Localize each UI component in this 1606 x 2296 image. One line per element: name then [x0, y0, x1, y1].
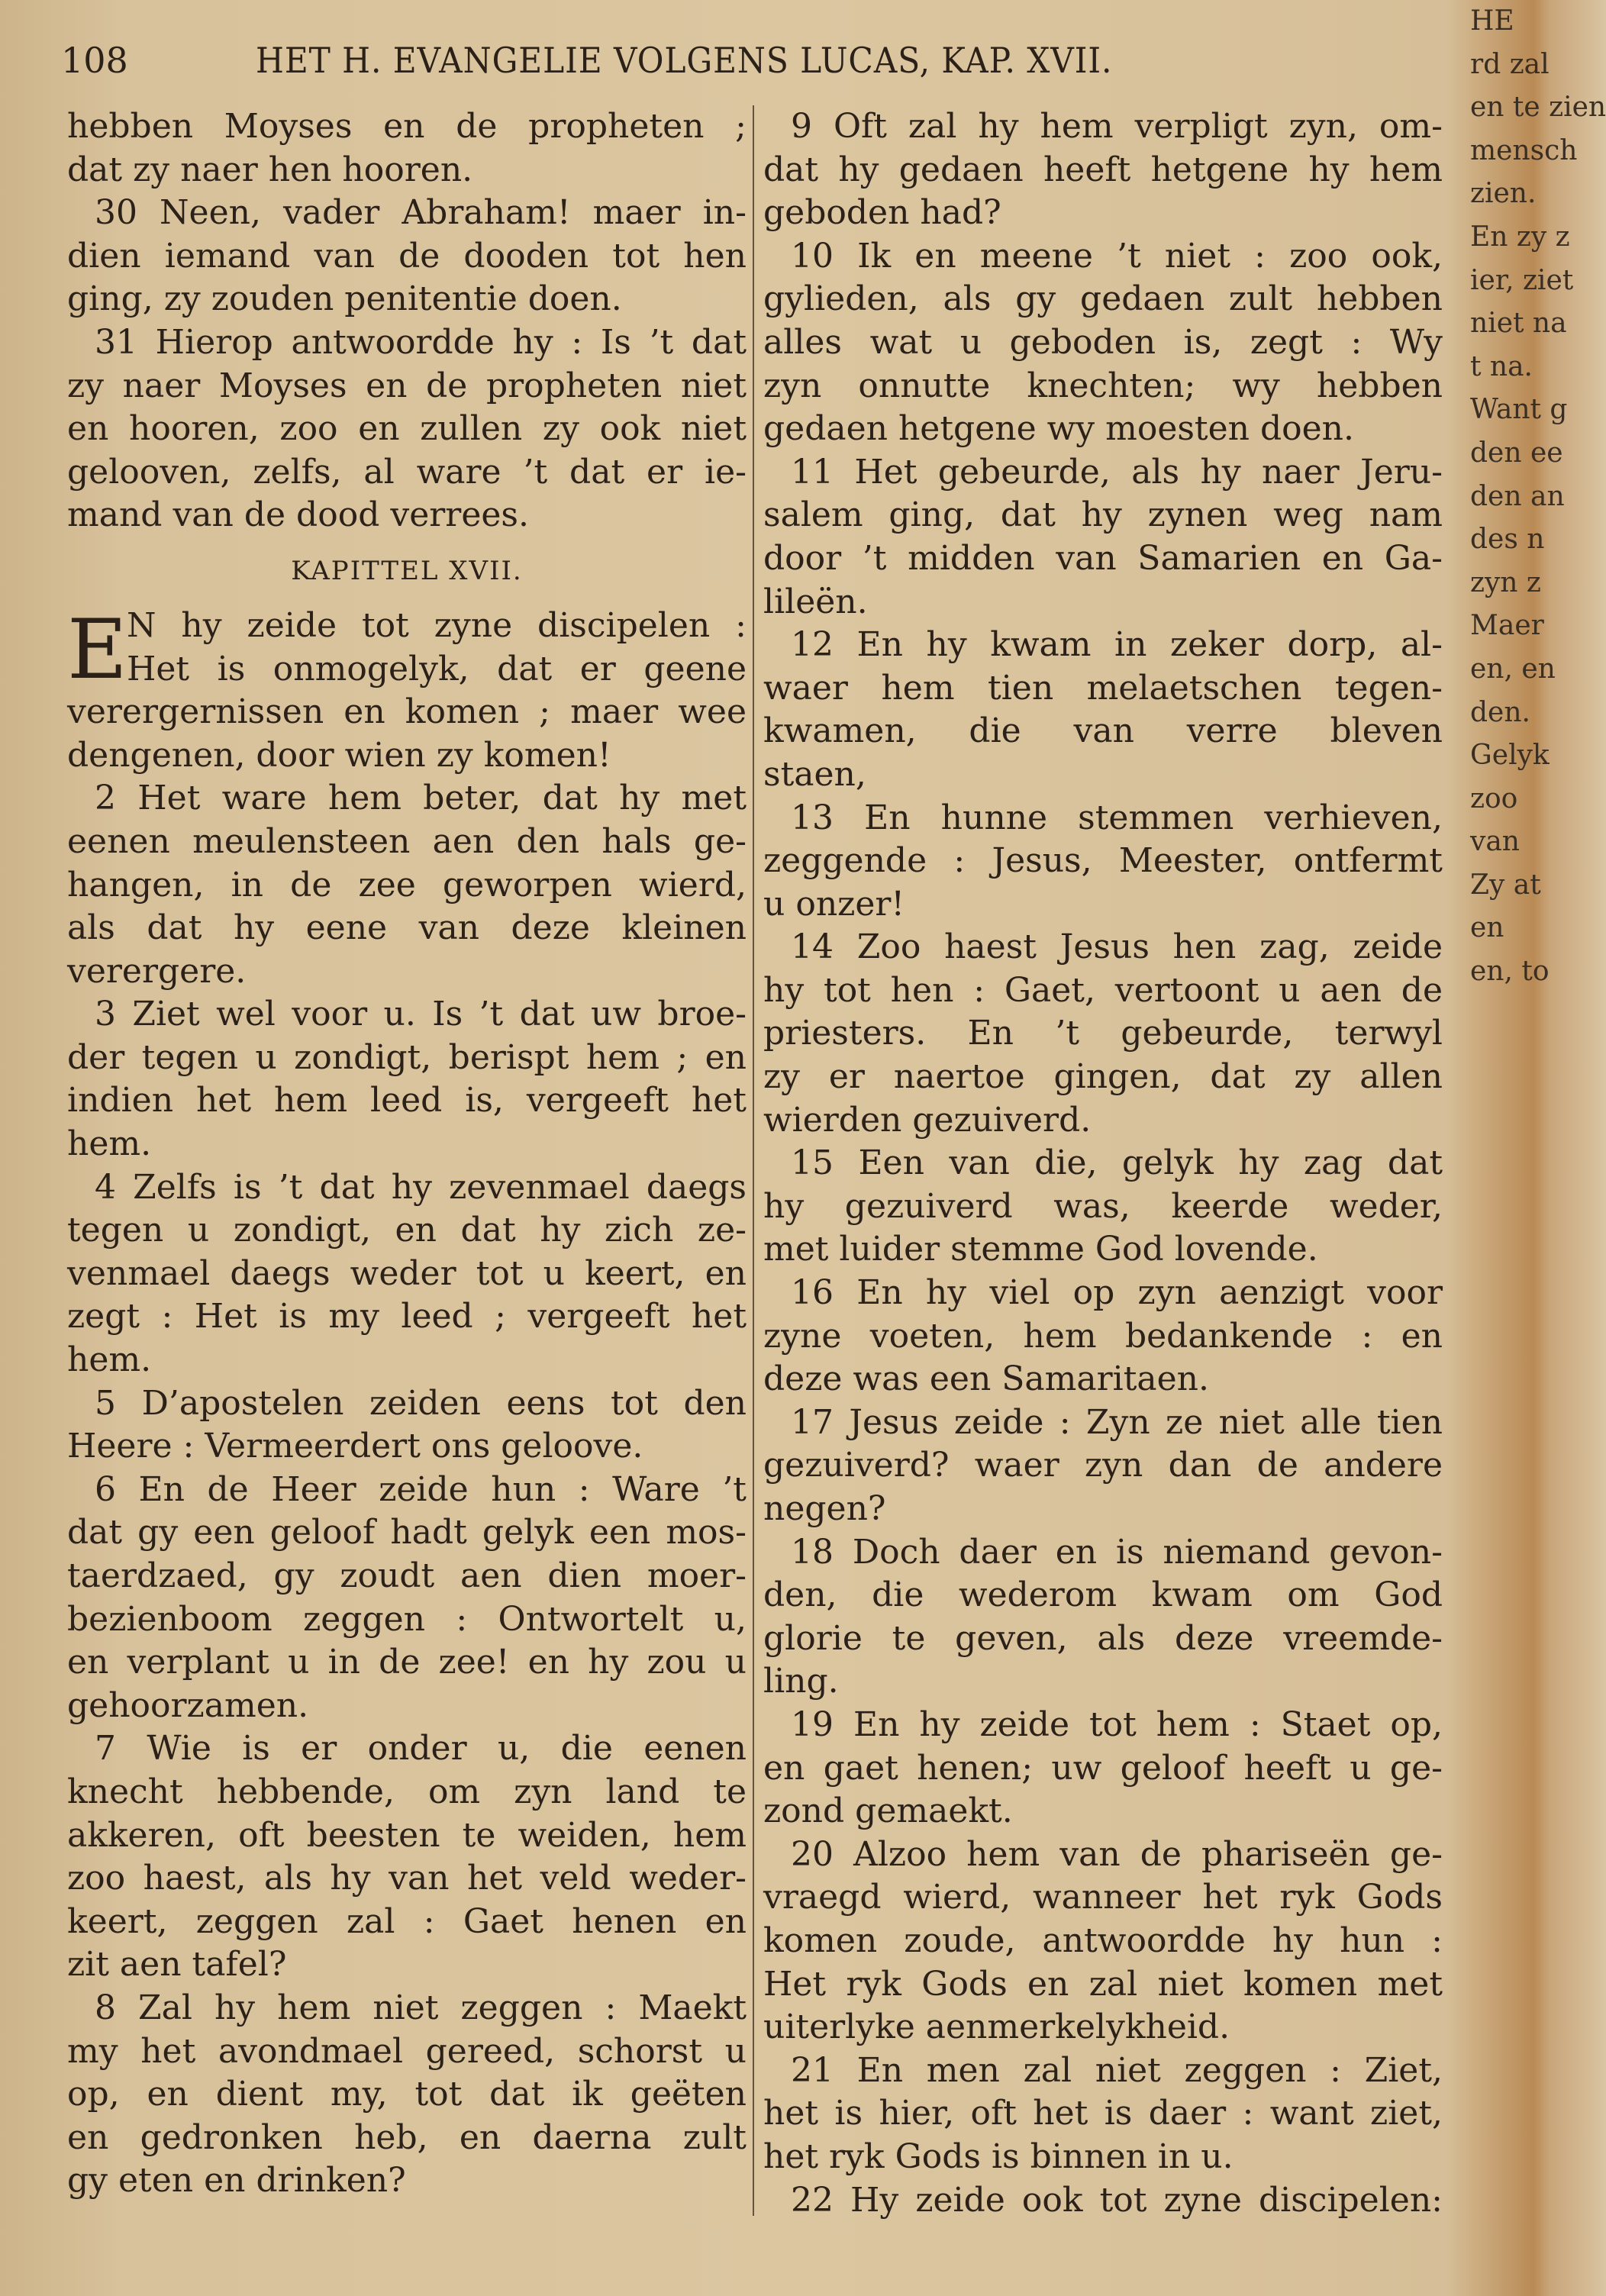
verse-paragraph — [67, 1727, 747, 1987]
next-page-fragment: zoo — [1470, 782, 1518, 814]
verse-paragraph — [67, 993, 747, 1166]
text-line: en gaet henen; uw geloof heeft u ge- — [763, 1748, 1443, 1788]
text-line: dat zy naer hen hooren. — [67, 150, 473, 189]
text-line: vraegd wierd, wanneer het ryk Gods — [763, 1878, 1443, 1917]
text-line: het ryk Gods is binnen in u. — [763, 2136, 1234, 2176]
text-line: 21 En men zal niet zeggen : Ziet, — [791, 2050, 1443, 2090]
text-line: hebben Moyses en de propheten ; — [67, 107, 747, 146]
verse-paragraph — [67, 601, 747, 777]
text-line: door ’t midden van Samarien en Ga- — [763, 538, 1443, 578]
text-line: 10 Ik en meene ’t niet : zoo ook, — [791, 236, 1443, 276]
verse-paragraph — [67, 192, 747, 321]
text-line: priesters. En ’t gebeurde, terwyl — [763, 1014, 1443, 1053]
text-line: 4 Zelfs is ’t dat hy zevenmael daegs — [95, 1167, 747, 1207]
text-line: 2 Het ware hem beter, dat hy met — [95, 779, 747, 818]
text-line: geboden had? — [763, 193, 1001, 233]
page-number: 108 — [61, 40, 128, 81]
text-line: ling. — [763, 1662, 839, 1701]
text-line: zit aen tafel? — [67, 1945, 287, 1985]
text-line: u onzer! — [763, 884, 905, 924]
text-line: 9 Oft zal hy hem verpligt zyn, om- — [791, 107, 1443, 146]
text-line: eenen meulensteen aen den hals ge- — [67, 821, 747, 861]
text-line: 7 Wie is er onder u, die eenen — [95, 1729, 747, 1769]
verse-paragraph — [763, 451, 1443, 624]
text-line: keert, zeggen zal : Gaet henen en — [67, 1901, 747, 1941]
verse-paragraph — [763, 1142, 1443, 1272]
text-line: akkeren, oft beesten te weiden, hem — [67, 1815, 747, 1855]
text-line: 31 Hierop antwoordde hy : Is ’t dat — [95, 322, 747, 362]
text-line: 3 Ziet wel voor u. Is ’t dat uw broe- — [95, 995, 747, 1034]
verse-paragraph — [763, 235, 1443, 451]
text-line: zyne voeten, hem bedankende : en — [763, 1316, 1443, 1356]
verse-paragraph — [763, 1272, 1443, 1401]
running-title: HET H. EVANGELIE VOLGENS LUCAS, KAP. XVII. — [256, 40, 1113, 81]
text-line: uiterlyke aenmerkelykheid. — [763, 2007, 1230, 2047]
text-line: zeggende : Jesus, Meester, ontfermt — [763, 841, 1443, 881]
next-page-fragment: En zy z — [1470, 221, 1570, 253]
verse-paragraph — [763, 1531, 1443, 1704]
verse-paragraph — [67, 1987, 747, 2203]
text-line: 16 En hy viel op zyn aenzigt voor — [791, 1273, 1443, 1313]
next-page-fragment: niet na — [1470, 308, 1567, 340]
column-divider — [753, 105, 754, 2216]
text-line: mand van de dood verrees. — [67, 495, 529, 535]
verse-paragraph — [67, 1382, 747, 1469]
text-line: wierden gezuiverd. — [763, 1100, 1092, 1140]
left-column — [67, 105, 747, 2203]
verse-paragraph — [67, 321, 747, 537]
text-line: dat gy een geloof hadt gelyk een mos- — [67, 1513, 747, 1553]
text-line: my het avondmael gereed, schorst u — [67, 2031, 747, 2071]
next-page-fragment: des n — [1470, 524, 1545, 556]
text-line: 18 Doch daer en is niemand gevon- — [791, 1532, 1443, 1572]
next-page-fragment: den an — [1470, 480, 1565, 512]
text-line: dien iemand van de dooden tot hen — [67, 236, 747, 276]
running-header — [61, 40, 1252, 93]
text-line: kwamen, die van verre bleven — [763, 711, 1443, 751]
next-page-fragment: Maer — [1470, 610, 1544, 642]
text-line: zyn onnutte knechten; wy hebben — [763, 366, 1443, 405]
text-line: Het is onmogelyk, dat er geene — [127, 649, 747, 688]
text-line: alles wat u geboden is, zegt : Wy — [763, 322, 1443, 362]
verse-paragraph — [763, 2179, 1443, 2223]
text-line: gedaen hetgene wy moesten doen. — [763, 409, 1354, 449]
text-line: met luider stemme God lovende. — [763, 1230, 1318, 1269]
text-line: gylieden, als gy gedaen zult hebben — [763, 279, 1443, 319]
next-page-fragment: van — [1470, 826, 1520, 858]
text-line: 11 Het gebeurde, als hy naer Jeru- — [791, 452, 1443, 492]
text-line: 6 En de Heer zeide hun : Ware ’t — [95, 1469, 747, 1509]
text-line: verergernissen en komen ; maer wee — [67, 692, 747, 732]
next-page-fragment: en, to — [1470, 956, 1550, 988]
text-line: Het ryk Gods en zal niet komen met — [763, 1964, 1443, 2004]
verse-paragraph — [763, 1704, 1443, 1833]
verse-paragraph — [763, 624, 1443, 796]
text-line: 14 Zoo haest Jesus hen zag, zeide — [791, 927, 1443, 967]
text-line: 12 En hy kwam in zeker dorp, al- — [791, 625, 1443, 665]
verse-paragraph — [67, 1166, 747, 1382]
text-line: zond gemaekt. — [763, 1791, 1013, 1831]
text-line: hangen, in de zee geworpen wierd, — [67, 865, 747, 905]
text-line: verergere. — [67, 951, 247, 991]
text-line: ging, zy zouden penitentie doen. — [67, 279, 622, 319]
next-page-fragment: zyn z — [1470, 566, 1541, 598]
next-page-edge — [1470, 0, 1606, 1084]
text-line: het is hier, oft het is daer : want ziet, — [763, 2094, 1443, 2133]
text-line: Heere : Vermeerdert ons geloove. — [67, 1427, 643, 1466]
text-line: 13 En hunne stemmen verhieven, — [791, 798, 1443, 837]
text-line: knecht hebbende, om zyn land te — [67, 1772, 747, 1811]
text-line: waer hem tien melaetschen tegen- — [763, 668, 1443, 708]
text-line: als dat hy eene van deze kleinen — [67, 908, 747, 948]
next-page-fragment: Gelyk — [1470, 740, 1550, 772]
text-line: komen zoude, antwoordde hy hun : — [763, 1920, 1443, 1960]
text-line: 20 Alzoo hem van de phariseën ge- — [791, 1834, 1443, 1874]
text-line: den, die wederom kwam om God — [763, 1575, 1443, 1615]
verse-paragraph — [763, 1401, 1443, 1531]
text-line: N hy zeide tot zyne discipelen : — [127, 605, 747, 645]
text-line: 15 Een van die, gelyk hy zag dat — [791, 1143, 1443, 1183]
verse-paragraph — [67, 777, 747, 993]
verse-paragraph — [763, 2049, 1443, 2179]
verse-paragraph — [763, 926, 1443, 1142]
text-line: deze was een Samaritaen. — [763, 1359, 1209, 1399]
next-page-fragment: en te zien — [1470, 92, 1606, 124]
text-line: hy gezuiverd was, keerde weder, — [763, 1186, 1443, 1226]
text-line: gelooven, zelfs, al ware ’t dat er ie- — [67, 452, 747, 492]
text-line: glorie te geven, als deze vreemde- — [763, 1618, 1443, 1658]
text-line: 22 Hy zeide ook tot zyne discipelen: — [791, 2180, 1443, 2220]
next-page-fragment: t na. — [1470, 350, 1533, 382]
next-page-fragment: Zy at — [1470, 869, 1541, 901]
text-line: hy tot hen : Gaet, vertoont u aen de — [763, 970, 1443, 1010]
text-line: zy naer Moyses en de propheten niet — [67, 366, 747, 405]
verse-paragraph — [67, 1469, 747, 1728]
text-line: op, en dient my, tot dat ik geëten — [67, 2075, 747, 2114]
text-line: hem. — [67, 1340, 152, 1380]
verse-paragraph — [763, 1833, 1443, 2049]
text-line: staen, — [763, 754, 866, 794]
text-line: gehoorzamen. — [67, 1685, 309, 1725]
text-line: 30 Neen, vader Abraham! maer in- — [95, 193, 747, 233]
text-line: zy er naertoe gingen, dat zy allen — [763, 1057, 1443, 1097]
next-page-fragment: rd zal — [1470, 48, 1550, 80]
text-line: 17 Jesus zeide : Zyn ze niet alle tien — [791, 1402, 1443, 1442]
next-page-fragment: mensch — [1470, 134, 1578, 166]
text-line: zoo haest, als hy van het veld weder- — [67, 1859, 747, 1898]
text-line: dengenen, door wien zy komen! — [67, 735, 611, 775]
text-line: zegt : Het is my leed ; vergeeft het — [67, 1297, 747, 1337]
text-line: en verplant u in de zee! en hy zou u — [67, 1643, 747, 1682]
text-line: gy eten en drinken? — [67, 2161, 406, 2201]
next-page-fragment: Want g — [1470, 394, 1568, 426]
text-line: venmael daegs weder tot u keert, en — [67, 1253, 747, 1293]
text-line: salem ging, dat hy zynen weg nam — [763, 495, 1443, 535]
text-line: en hooren, zoo en zullen zy ook niet — [67, 409, 747, 449]
next-page-fragment: den. — [1470, 696, 1530, 728]
text-line: indien het hem leed is, vergeeft het — [67, 1081, 747, 1121]
text-line: der tegen u zondigt, berispt hem ; en — [67, 1037, 747, 1077]
text-line: 8 Zal hy hem niet zeggen : Maekt — [95, 1988, 747, 2027]
next-page-fragment: en — [1470, 912, 1504, 944]
text-line: 19 En hy zeide tot hem : Staet op, — [791, 1704, 1443, 1744]
next-page-fragment: zien. — [1470, 178, 1537, 210]
next-page-fragment: HE — [1470, 5, 1514, 37]
text-line: hem. — [67, 1124, 152, 1164]
text-line: bezienboom zeggen : Ontwortelt u, — [67, 1599, 747, 1639]
text-line: gezuiverd? waer zyn dan de andere — [763, 1446, 1443, 1485]
text-line: en gedronken heb, en daerna zult — [67, 2117, 747, 2157]
text-line: tegen u zondigt, en dat hy zich ze- — [67, 1211, 747, 1250]
next-page-fragment: en, en — [1470, 653, 1556, 685]
drop-cap: E — [67, 601, 127, 698]
next-page-fragment: ier, ziet — [1470, 264, 1574, 296]
next-page-fragment: den ee — [1470, 437, 1563, 469]
verse-paragraph — [763, 797, 1443, 927]
text-line: negen? — [763, 1489, 886, 1528]
right-column — [763, 105, 1443, 2222]
verse-paragraph — [67, 105, 747, 192]
text-line: dat hy gedaen heeft hetgene hy hem — [763, 150, 1443, 189]
text-line: taerdzaed, gy zoudt aen dien moer- — [67, 1556, 747, 1595]
text-line: lileën. — [763, 582, 868, 621]
text-line: 5 D’apostelen zeiden eens tot den — [95, 1383, 747, 1423]
verse-paragraph — [763, 105, 1443, 235]
chapter-heading: KAPITTEL XVII. — [291, 555, 523, 586]
